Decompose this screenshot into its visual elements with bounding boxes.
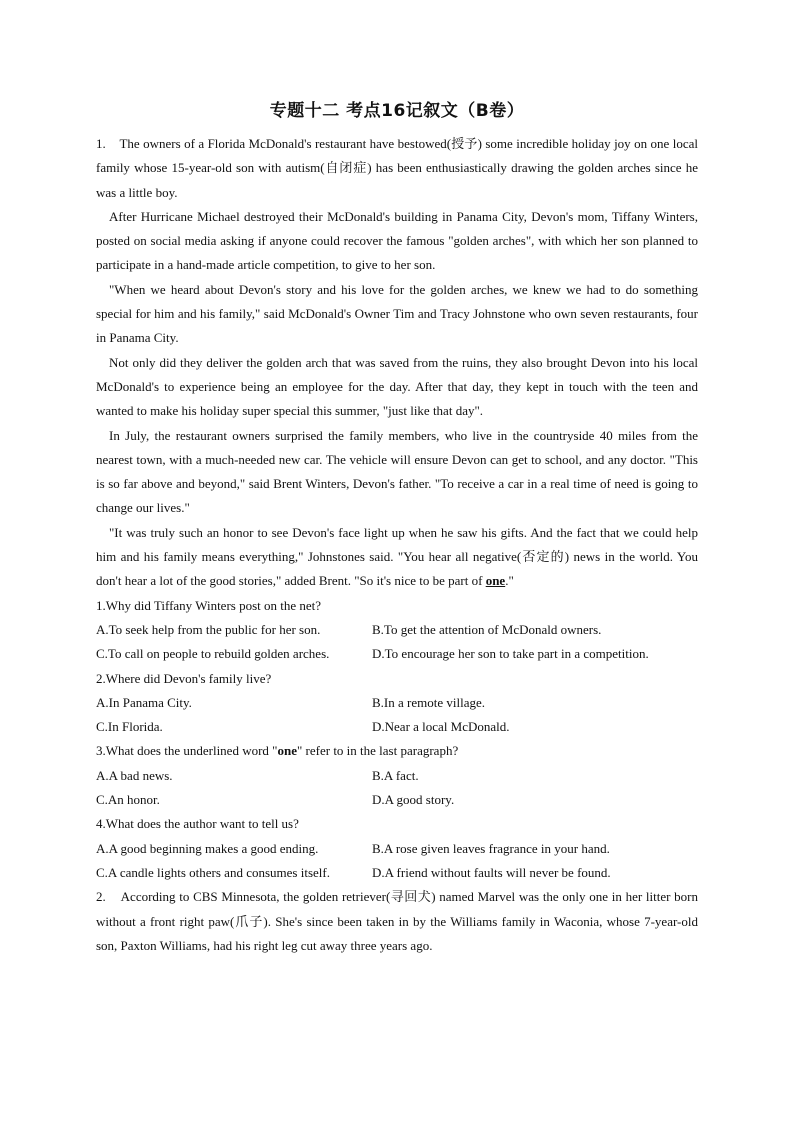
q4-option-c: C.A candle lights others and consumes itself. [96, 864, 330, 880]
passage1-paragraph-6 [96, 521, 698, 594]
question-2-options [96, 691, 698, 740]
passage1-paragraph-1 [96, 132, 698, 205]
q1-option-b: B.To get the attention of McDonald owners. [372, 621, 602, 637]
q3-option-d: D.A good story. [372, 792, 455, 808]
q1-option-a: A.To seek help from the public for her son. [96, 621, 321, 637]
passage2-p1-text: According to CBS Minnesota, the golden retriever(寻回犬) named Marvel was the only one in her litter born without a front right paw(爪子). She's since been taken in by the Williams family in Waconia, whose 7-year-old son, Paxton Williams, had his right leg cut away three years ago. [96, 889, 699, 953]
question-3-options [96, 764, 698, 813]
p6-text-pre: "It was truly such an honor to see Devon's face light up when he saw his gifts. And the fact that we could help him and his family means everything," Johnstones said. "You hear all negative(否定的) news in the world. You don't hear a lot of the good stories," added Brent. "So it's nice to be part of [96, 524, 698, 589]
q2-option-c: C.In Florida. [96, 719, 163, 735]
q2-option-a: A.In Panama City. [96, 694, 192, 710]
q1-option-c: C.To call on people to rebuild golden arches. [96, 646, 330, 662]
q2-option-d: D.Near a local McDonald. [372, 719, 510, 735]
passage1-paragraph-2: After Hurricane Michael destroyed their McDonald's building in Panama City, Devon's mom, Tiffany Winters, posted on social media asking if anyone could recover the famous "golden arches", with which her son planned to participate in a hand-made article competition, to give to her son. [96, 208, 698, 273]
question-4: 4.What does the author want to tell us? [96, 816, 299, 832]
passage1-paragraph-3: "When we heard about Devon's story and his love for the golden arches, we knew we had to do something special for him and his family," said McDonald's Owner Tim and Tracy Johnstone who own seven restaurants, four in Panama City. [96, 281, 698, 346]
question-1-options [96, 618, 698, 667]
passage2-number: 2. [96, 889, 106, 905]
question-2: 2.Where did Devon's family live? [96, 670, 272, 686]
q3-bold-word: one [277, 743, 297, 759]
passage1-paragraph-5: In July, the restaurant owners surprised the family members, who live in the countryside 40 miles from the nearest town, with a much-needed new car. The vehicle will ensure Devon can get to school, and any doctor. "This is so far above and beyond," said Brent Winters, Devon's father. "To receive a car in a real time of need is going to change our lives." [96, 427, 698, 516]
page-title: 专题十二 考点16记叙文（B卷） [269, 101, 525, 121]
q4-option-d: D.A friend without faults will never be found. [372, 864, 611, 880]
q4-option-b: B.A rose given leaves fragrance in your hand. [372, 840, 610, 856]
q3-option-b: B.A fact. [372, 767, 419, 783]
q3-option-a: A.A bad news. [96, 767, 173, 783]
underlined-word: one [485, 573, 506, 589]
q1-option-d: D.To encourage her son to take part in a competition. [372, 646, 649, 662]
question-3 [96, 739, 698, 763]
passage1-p1-text: The owners of a Florida McDonald's restaurant have bestowed(授予) some incredible holiday joy on one local family whose 15-year-old son with autism(自闭症) has been enthusiastically drawing the golden arches since he was a little boy. [96, 136, 699, 200]
q4-option-a: A.A good beginning makes a good ending. [96, 840, 319, 856]
q3-text-pre: 3.What does the underlined word " [96, 743, 278, 759]
passage1-number: 1. [96, 136, 106, 151]
passage2-paragraph-1 [96, 885, 698, 958]
question-4-options [96, 837, 698, 886]
p6-text-post: ." [505, 573, 514, 589]
q2-option-b: B.In a remote village. [372, 694, 485, 710]
question-1: 1.Why did Tiffany Winters post on the net? [96, 597, 322, 613]
q3-text-post: " refer to in the last paragraph? [296, 743, 459, 759]
passage1-paragraph-4: Not only did they deliver the golden arch that was saved from the ruins, they also brought Devon into his local McDonald's to experience being an employee for the day. After that day, they kept in touch with the teen and wanted to make his holiday super special this summer, "just like that day". [96, 354, 698, 419]
q3-option-c: C.An honor. [96, 792, 160, 808]
document-body [96, 132, 698, 958]
